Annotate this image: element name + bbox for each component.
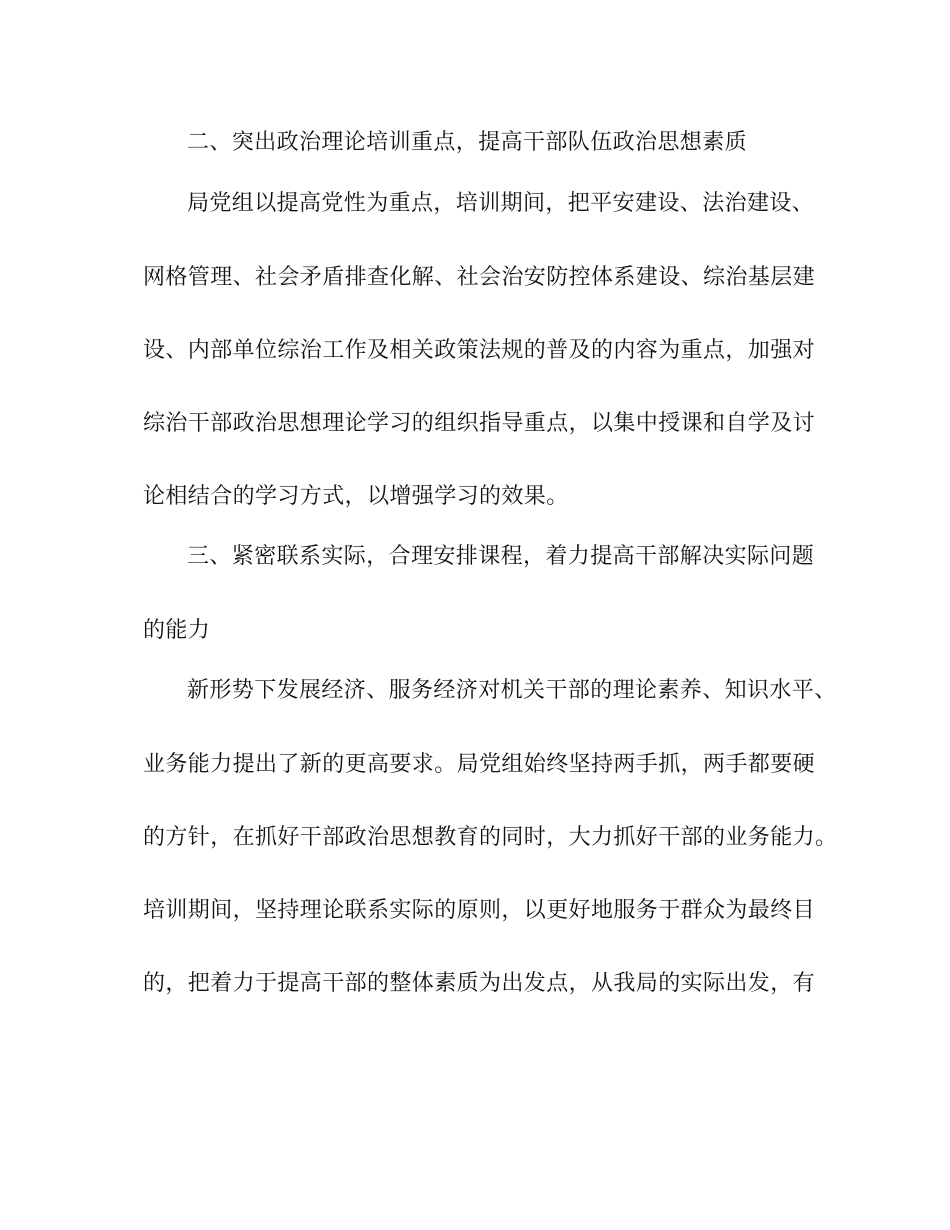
- paragraph-line: 设、内部单位综治工作及相关政策法规的普及的内容为重点，加强对: [143, 338, 816, 363]
- paragraph-line: 的，把着力于提高干部的整体素质为出发点，从我局的实际出发，有: [143, 971, 816, 996]
- paragraph-line: 新形势下发展经济、服务经济对机关干部的理论素养、知识水平、: [187, 678, 837, 703]
- paragraph-line: 局党组以提高党性为重点，培训期间，把平安建设、法治建设、: [187, 191, 815, 216]
- section-heading-2: 二、突出政治理论培训重点，提高干部队伍政治思想素质: [187, 130, 748, 155]
- paragraph-line: 培训期间，坚持理论联系实际的原则，以更好地服务于群众为最终目: [143, 898, 816, 923]
- paragraph-line: 的方针，在抓好干部政治思想教育的同时，大力抓好干部的业务能力。: [143, 825, 838, 850]
- section-heading-3-continued: 的能力: [143, 618, 211, 643]
- paragraph-line: 综治干部政治思想理论学习的组织指导重点，以集中授课和自学及讨: [143, 411, 816, 436]
- paragraph-line: 网格管理、社会矛盾排查化解、社会治安防控体系建设、综治基层建: [143, 265, 816, 290]
- section-heading-3: 三、紧密联系实际，合理安排课程，着力提高干部解决实际问题: [187, 544, 815, 569]
- paragraph-line: 业务能力提出了新的更高要求。局党组始终坚持两手抓，两手都要硬: [143, 752, 816, 777]
- paragraph-line: 论相结合的学习方式，以增强学习的效果。: [143, 484, 569, 509]
